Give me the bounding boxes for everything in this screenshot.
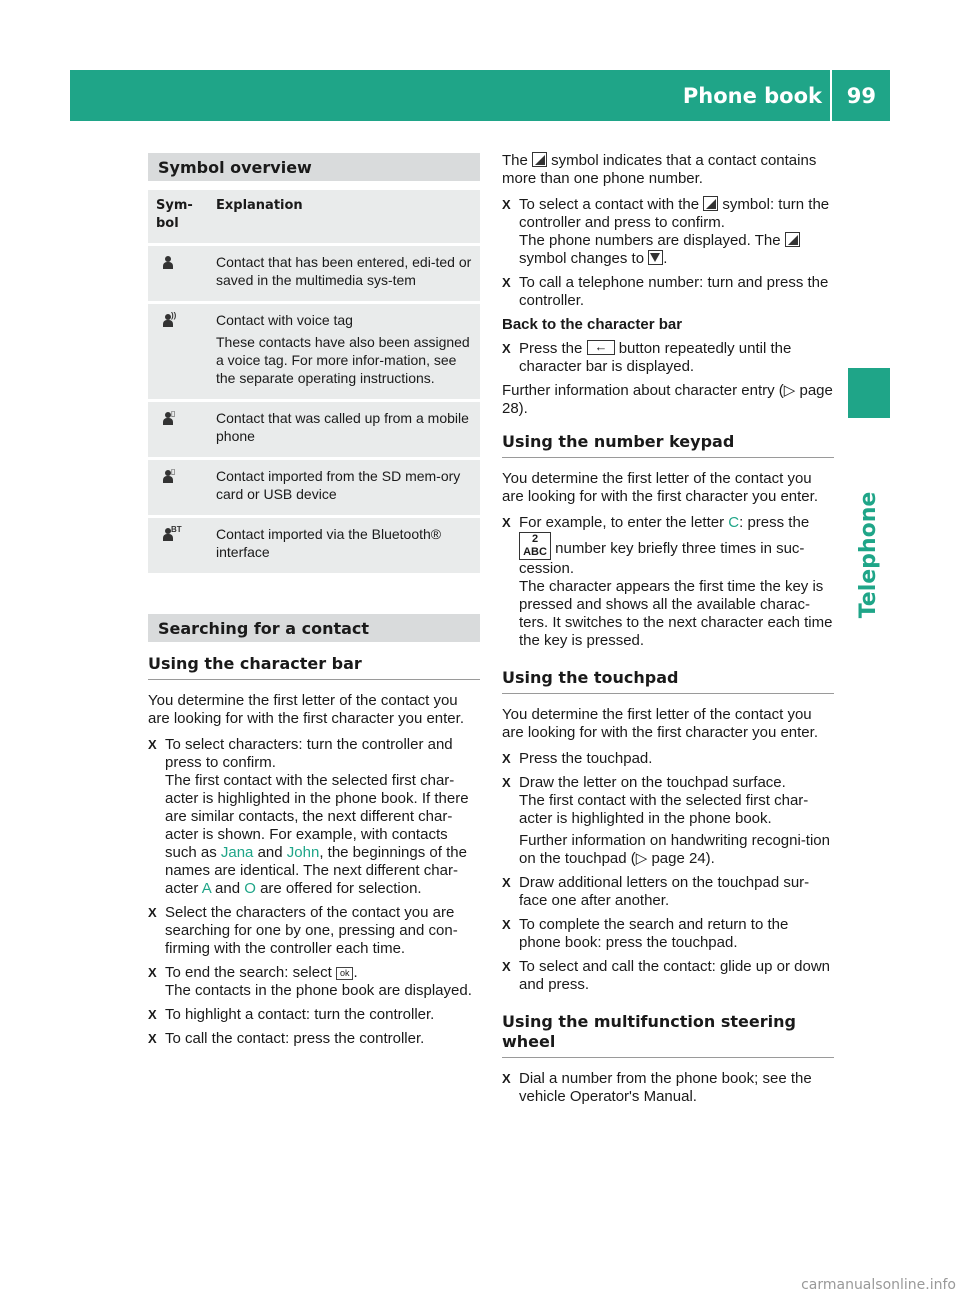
number-key-2-icon: 2 ABC bbox=[519, 532, 551, 560]
table-header-row bbox=[148, 190, 480, 243]
table-row bbox=[148, 460, 480, 515]
instruction-item: X To call the contact: press the controller. bbox=[148, 1030, 480, 1048]
instruction-item: X Dial a number from the phone book; see the vehicle Operator's Manual. bbox=[502, 1070, 834, 1106]
instruction-item: X To select a contact with the symbol: turn the controller and press to confirm. The phone numbers are displayed. The symbol changes to . bbox=[502, 196, 834, 268]
further-info-text: Further information about character entry (▷ page 28). bbox=[502, 382, 833, 417]
steering-wheel-heading: Using the multifunction steering wheel bbox=[502, 1012, 796, 1051]
row-text: Contact imported via the Bluetooth® interface bbox=[208, 518, 480, 573]
header-bar bbox=[70, 70, 890, 121]
symbol-overview-title: Symbol overview bbox=[148, 153, 480, 181]
example-letter-a: A bbox=[201, 880, 211, 897]
header-title: Phone book bbox=[682, 84, 822, 108]
symbol-table bbox=[148, 187, 480, 576]
instruction-item: X Press the touchpad. bbox=[502, 750, 834, 768]
multiple-numbers-intro: The symbol indicates that a contact contains more than one phone number. bbox=[502, 152, 817, 187]
row-text: Contact that has been entered, edi-ted or saved in the multimedia sys-tem bbox=[208, 246, 480, 301]
example-letter-c: C bbox=[728, 514, 740, 531]
mobile-contact-icon: ▯ bbox=[160, 411, 176, 426]
contact-icon bbox=[160, 255, 176, 270]
number-keypad-heading: Using the number keypad bbox=[502, 432, 735, 451]
row-text: Contact with voice tag bbox=[216, 312, 353, 328]
multiple-numbers-icon bbox=[703, 196, 718, 211]
multiple-numbers-icon bbox=[532, 152, 547, 167]
instruction-item: X To call a telephone number: turn and press the controller. bbox=[502, 274, 834, 310]
table-row bbox=[148, 402, 480, 457]
example-name-john: John bbox=[286, 844, 320, 861]
table-row bbox=[148, 518, 480, 573]
example-name-jana: Jana bbox=[220, 844, 254, 861]
table-row bbox=[148, 304, 480, 399]
side-label-text: Telephone bbox=[856, 491, 881, 619]
instruction-item: X To select and call the contact: glide up or down and press. bbox=[502, 958, 834, 994]
heading-rule bbox=[502, 457, 834, 458]
watermark: carmanualsonline.info bbox=[801, 1277, 956, 1293]
example-letter-o: O bbox=[244, 880, 256, 897]
instruction-item: X Select the characters of the contact you are searching for one by one, pressing and con-firming with the controller each time. bbox=[148, 904, 480, 958]
searching-section-title: Searching for a contact bbox=[148, 614, 480, 642]
touchpad-intro: You determine the first letter of the contact you are looking for with the first character you enter. bbox=[502, 706, 818, 741]
instruction-item: X To highlight a contact: turn the controller. bbox=[148, 1006, 480, 1024]
heading-rule bbox=[502, 1057, 834, 1058]
sym-column-header: Sym- bol bbox=[148, 190, 208, 243]
row-text: Contact imported from the SD mem-ory card or USB device bbox=[208, 460, 480, 515]
row-text-detail: These contacts have also been assigned a voice tag. For more infor-mation, see the separate operating instructions. bbox=[216, 334, 470, 386]
multiple-numbers-icon bbox=[785, 232, 800, 247]
instruction-item: X To complete the search and return to the phone book: press the touchpad. bbox=[502, 916, 834, 952]
instruction-item: X Draw the letter on the touchpad surface. The first contact with the selected first char-acter is highlighted in the phone book. Further information on handwriting recogni-tion on the touchpad (▷ page 24). bbox=[502, 774, 834, 868]
header-divider bbox=[830, 70, 832, 121]
heading-rule bbox=[148, 679, 480, 680]
instruction-item: X To end the search: select ok . The contacts in the phone book are displayed. bbox=[148, 964, 480, 1000]
instruction-item: X Draw additional letters on the touchpad sur-face one after another. bbox=[502, 874, 834, 910]
instruction-item: X For example, to enter the letter C: press the 2 ABC number key briefly three times in suc-cession. The character appears the first time the key is pressed and shows all the available charac-ters. It switches to the next character each time the key is pressed. bbox=[502, 514, 834, 650]
keypad-intro: You determine the first letter of the contact you are looking for with the first character you enter. bbox=[502, 470, 818, 505]
page-number: 99 bbox=[846, 84, 876, 108]
section-tab-marker bbox=[848, 368, 890, 418]
voice-tag-contact-icon: )) bbox=[160, 313, 176, 328]
right-column bbox=[502, 152, 834, 1112]
heading-rule bbox=[502, 693, 834, 694]
back-heading: Back to the character bar bbox=[502, 316, 683, 333]
sd-usb-contact-icon: ▯ bbox=[160, 469, 176, 484]
expanded-numbers-icon bbox=[648, 250, 663, 265]
character-bar-heading: Using the character bar bbox=[148, 654, 362, 673]
table-row bbox=[148, 246, 480, 301]
instruction-item: X Press the ← button repeatedly until the character bar is displayed. bbox=[502, 340, 834, 376]
left-column bbox=[148, 153, 480, 1054]
explanation-column-header: Explanation bbox=[208, 190, 480, 243]
instruction-item: X To select characters: turn the controller and press to confirm. The first contact with the selected first char-acter is highlighted in the phone book. If there are similar contacts, the next different char-acter is shown. For example, with contacts such as Jana and John, the beginnings of the names are identical. The next different char-acter A and O are offered for selection. bbox=[148, 736, 480, 898]
character-bar-intro: You determine the first letter of the contact you are looking for with the first character you enter. bbox=[148, 692, 464, 727]
ok-key-icon: ok bbox=[336, 967, 354, 980]
bluetooth-contact-icon: BT bbox=[160, 527, 176, 542]
touchpad-heading: Using the touchpad bbox=[502, 668, 679, 687]
back-button-icon bbox=[587, 340, 615, 355]
row-text: Contact that was called up from a mobile phone bbox=[208, 402, 480, 457]
